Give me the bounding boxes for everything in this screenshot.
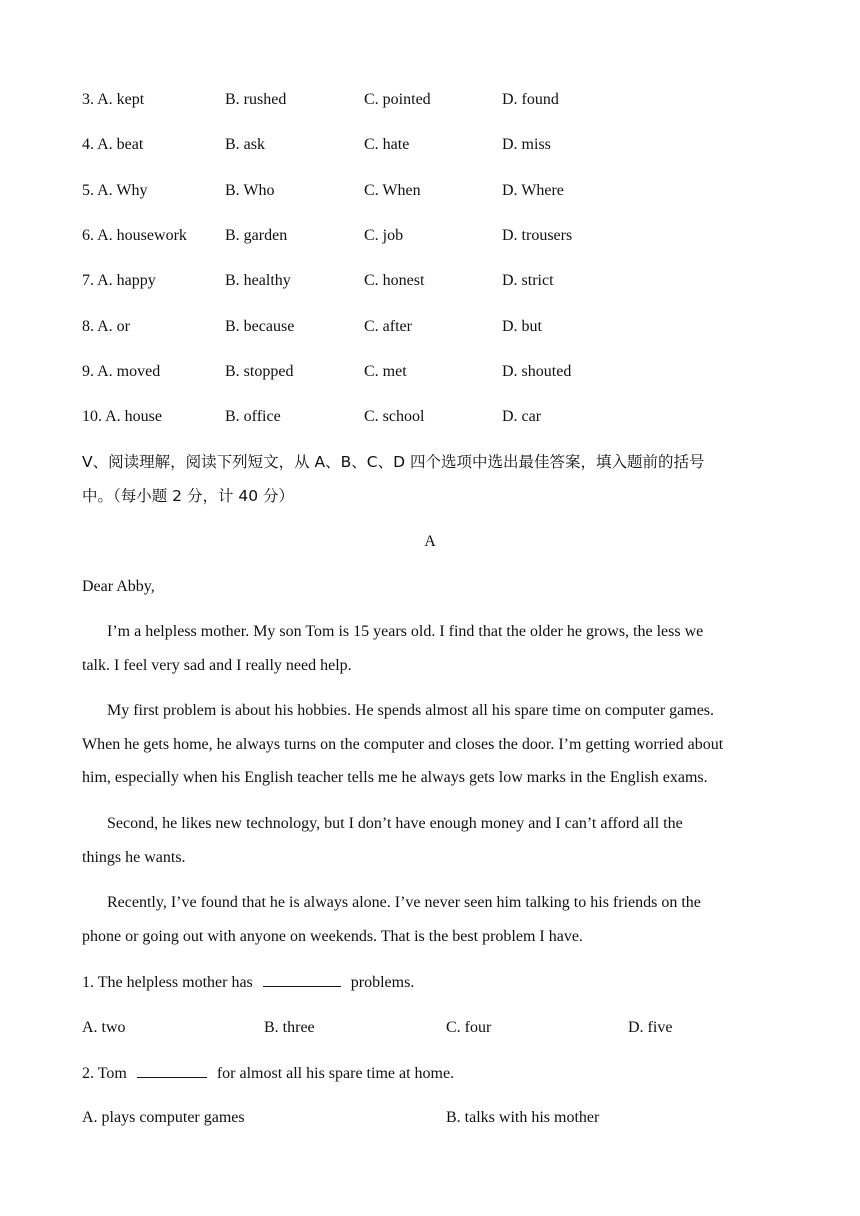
question-number: 5. bbox=[82, 181, 94, 199]
option-text: B. stopped bbox=[225, 362, 294, 380]
cloze-option bbox=[82, 362, 160, 382]
cloze-option bbox=[225, 362, 293, 382]
cloze-option bbox=[225, 181, 274, 201]
question-2-option-a: A. plays computer games bbox=[82, 1109, 245, 1126]
option-text: C. job bbox=[364, 226, 404, 244]
option-text: A. Why bbox=[97, 181, 148, 199]
cloze-option bbox=[502, 90, 559, 110]
cloze-option bbox=[225, 135, 265, 155]
cloze-option bbox=[82, 407, 162, 427]
question-2 bbox=[82, 1063, 454, 1084]
question-1-stem-end: problems. bbox=[346, 974, 415, 991]
option-text: D. Where bbox=[502, 181, 564, 199]
cloze-option bbox=[225, 271, 291, 291]
cloze-option bbox=[82, 90, 144, 110]
cloze-option bbox=[82, 181, 148, 201]
option-text: D. trousers bbox=[502, 226, 573, 244]
option-text: D. shouted bbox=[502, 362, 572, 380]
cloze-option bbox=[82, 317, 130, 337]
option-text: D. miss bbox=[502, 136, 551, 154]
option-text: A. moved bbox=[97, 362, 161, 380]
paragraph-4-line-2: phone or going out with anyone on weekends. That is the best problem I have. bbox=[82, 928, 583, 945]
letter-salutation: Dear Abby, bbox=[82, 578, 155, 595]
paragraph-1-line-2: talk. I feel very sad and I really need help. bbox=[82, 657, 352, 674]
paragraph-3-line-1: Second, he likes new technology, but I don’t have enough money and I can’t afford all the bbox=[107, 815, 683, 832]
cloze-option bbox=[364, 271, 424, 291]
paragraph-4-line-1: Recently, I’ve found that he is always alone. I’ve never seen him talking to his friends on the bbox=[107, 894, 701, 911]
option-text: B. garden bbox=[225, 226, 288, 244]
option-text: C. pointed bbox=[364, 91, 431, 108]
paragraph-2-line-3: him, especially when his English teacher tells me he always gets low marks in the English exams. bbox=[82, 769, 708, 786]
question-number: 6. bbox=[82, 226, 94, 244]
option-text: C. met bbox=[364, 362, 407, 380]
question-number: 10. bbox=[82, 408, 102, 426]
option-text: A. or bbox=[97, 317, 131, 335]
option-text: D. strict bbox=[502, 272, 554, 290]
question-1-stem-start: 1. The helpless mother has bbox=[82, 974, 257, 991]
option-text: D. but bbox=[502, 317, 542, 335]
cloze-option bbox=[364, 226, 403, 246]
question-number: 3. bbox=[82, 91, 94, 108]
option-text: A. happy bbox=[97, 272, 156, 290]
cloze-option bbox=[502, 271, 554, 291]
question-1-option-b: B. three bbox=[264, 1019, 315, 1036]
cloze-option bbox=[225, 317, 294, 337]
option-text: A. kept bbox=[97, 91, 145, 108]
question-1-option-d: D. five bbox=[628, 1019, 673, 1036]
question-number: 8. bbox=[82, 317, 94, 335]
cloze-option bbox=[502, 226, 572, 246]
question-2-option-b: B. talks with his mother bbox=[446, 1109, 600, 1126]
answer-blank bbox=[137, 1063, 207, 1078]
cloze-option bbox=[225, 226, 287, 246]
option-text: C. honest bbox=[364, 272, 425, 290]
cloze-option bbox=[502, 135, 551, 155]
passage-label: A bbox=[424, 533, 436, 550]
cloze-option bbox=[82, 226, 187, 246]
cloze-option bbox=[364, 135, 409, 155]
cloze-option bbox=[364, 317, 412, 337]
option-text: D. car bbox=[502, 408, 542, 426]
option-text: A. beat bbox=[97, 136, 144, 154]
cloze-option bbox=[502, 362, 571, 382]
section-heading-line-2: 中。（每小题 2 分，计 40 分） bbox=[82, 487, 295, 505]
cloze-option bbox=[225, 407, 281, 427]
paragraph-1-line-1: I’m a helpless mother. My son Tom is 15 years old. I find that the older he grows, the less we bbox=[107, 623, 704, 640]
paragraph-3-line-2: things he wants. bbox=[82, 849, 186, 866]
cloze-option bbox=[502, 181, 564, 201]
option-text: B. because bbox=[225, 317, 295, 335]
cloze-option bbox=[225, 90, 286, 110]
option-text: B. Who bbox=[225, 181, 275, 199]
option-text: C. after bbox=[364, 317, 412, 335]
cloze-option bbox=[82, 135, 143, 155]
question-1-option-c: C. four bbox=[446, 1019, 492, 1036]
option-text: B. ask bbox=[225, 136, 265, 154]
question-1 bbox=[82, 972, 414, 993]
option-text: D. found bbox=[502, 91, 559, 108]
answer-blank bbox=[263, 972, 341, 987]
question-number: 7. bbox=[82, 272, 94, 290]
question-number: 9. bbox=[82, 362, 94, 380]
cloze-option bbox=[502, 317, 542, 337]
option-text: A. housework bbox=[97, 226, 187, 244]
cloze-option bbox=[364, 90, 431, 110]
option-text: C. school bbox=[364, 408, 425, 426]
option-text: B. healthy bbox=[225, 272, 291, 290]
paragraph-2-line-2: When he gets home, he always turns on the computer and closes the door. I’m getting worried about bbox=[82, 736, 724, 753]
cloze-option bbox=[364, 407, 424, 427]
option-text: A. house bbox=[105, 408, 163, 426]
cloze-option bbox=[364, 362, 407, 382]
cloze-option bbox=[502, 407, 541, 427]
option-text: C. hate bbox=[364, 136, 410, 154]
question-1-option-a: A. two bbox=[82, 1019, 126, 1036]
option-text: C. When bbox=[364, 181, 421, 199]
question-number: 4. bbox=[82, 136, 94, 154]
option-text: B. rushed bbox=[225, 91, 287, 108]
cloze-option bbox=[364, 181, 421, 201]
question-2-stem-end: for almost all his spare time at home. bbox=[212, 1065, 455, 1082]
section-heading-line-1: V、阅读理解，阅读下列短文，从 A、B、C、D 四个选项中选出最佳答案，填入题前的括号 bbox=[82, 453, 705, 471]
question-2-stem-start: 2. Tom bbox=[82, 1065, 131, 1082]
option-text: B. office bbox=[225, 408, 281, 426]
cloze-option bbox=[82, 271, 156, 291]
paragraph-2-line-1: My first problem is about his hobbies. He spends almost all his spare time on computer games. bbox=[107, 702, 715, 719]
